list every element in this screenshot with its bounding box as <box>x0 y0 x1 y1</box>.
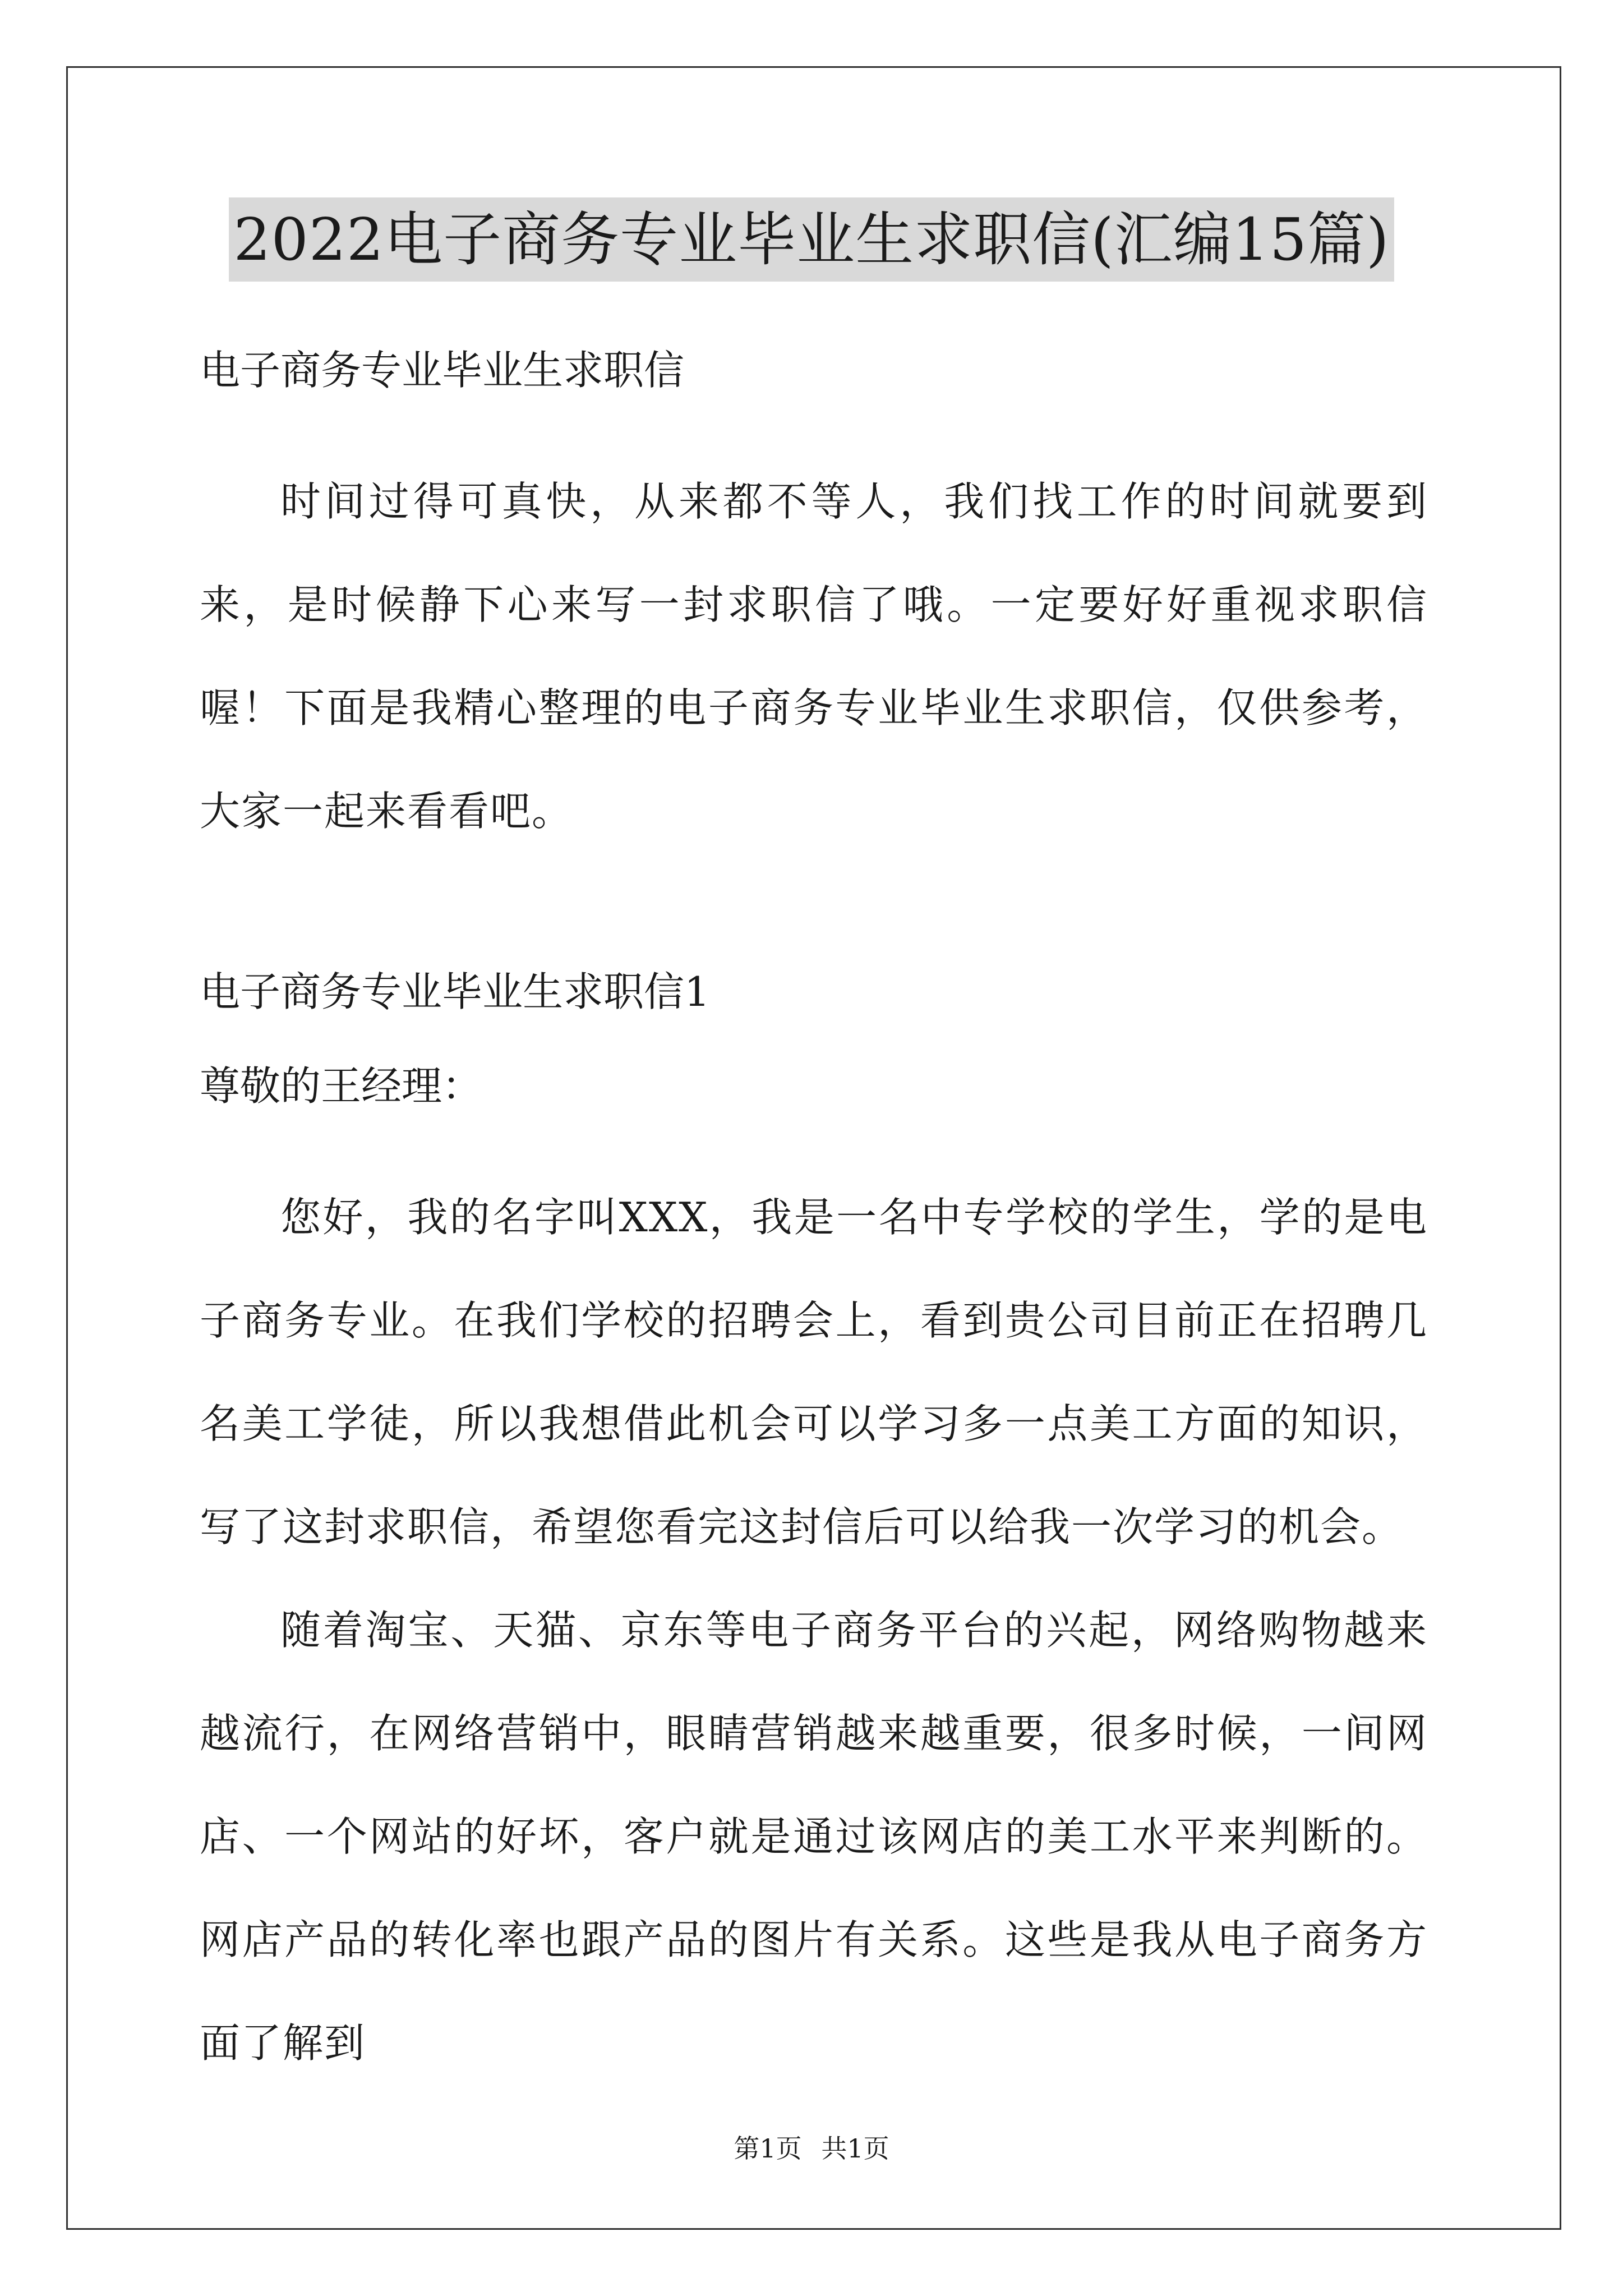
title-container <box>0 197 1623 282</box>
salutation: 尊敬的王经理： <box>200 1062 483 1110</box>
section-title: 电子商务专业毕业生求职信1 <box>200 968 710 1015</box>
document-title: 2022电子商务专业毕业生求职信(汇编15篇) <box>229 197 1394 282</box>
document-body <box>200 337 1428 2095</box>
body-paragraph: 随着淘宝、天猫、京东等电子商务平台的兴起，网络购物越来越流行，在网络营销中，眼睛营销越来越重要，很多时候，一间网店、一个网站的好坏，客户就是通过该网店的美工水平来判断的。网店产品的转化率也跟产品的图片有关系。这些是我从电子商务方面了解到 <box>200 1607 1428 2067</box>
document-heading: 电子商务专业毕业生求职信 <box>200 347 685 394</box>
page-number: 第1页 <box>734 2133 802 2164</box>
intro-paragraph: 时间过得可真快，从来都不等人，我们找工作的时间就要到来，是时候静下心来写一封求职信了哦。一定要好好重视求职信喔！下面是我精心整理的电子商务专业毕业生求职信，仅供参考，大家一起来看看吧。 <box>200 478 1428 835</box>
body-paragraph: 您好，我的名字叫XXX，我是一名中专学校的学生，学的是电子商务专业。在我们学校的招聘会上，看到贵公司目前正在招聘几名美工学徒，所以我想借此机会可以学习多一点美工方面的知识，写了这封求职信，希望您看完这封信后可以给我一次学习的机会。 <box>200 1194 1428 1550</box>
page-footer <box>0 2132 1623 2165</box>
page-total: 共1页 <box>821 2133 889 2164</box>
